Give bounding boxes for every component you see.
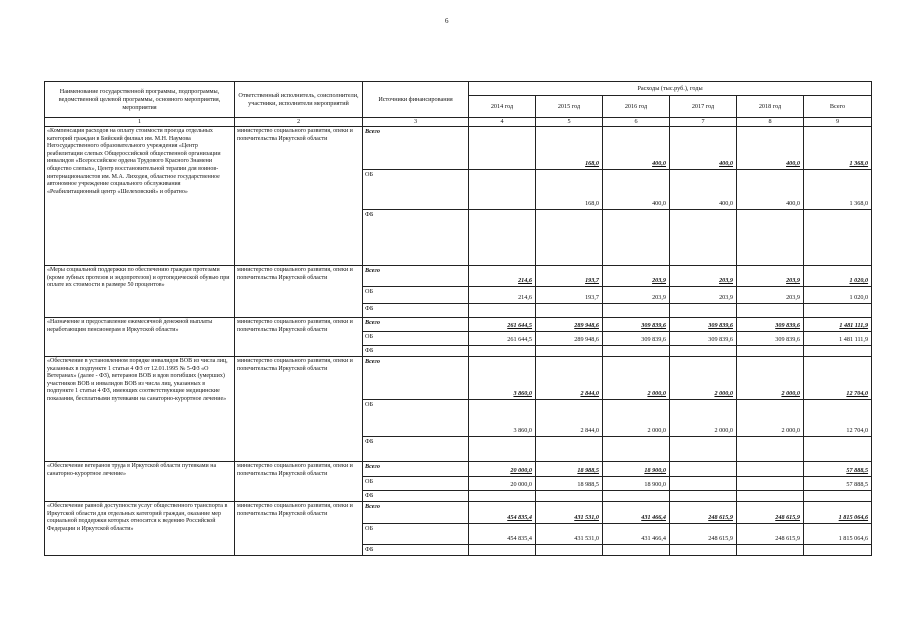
year-value [603, 545, 670, 556]
funding-source: ФБ [363, 304, 469, 318]
total-value: 12 704,0 [804, 357, 872, 400]
year-value [737, 545, 804, 556]
measure-executor: министерство социального развития, опеки и попечительства Иркутской области [235, 127, 363, 266]
measure-executor: министерство социального развития, опеки и попечительства Иркутской области [235, 462, 363, 502]
year-value: 2 000,0 [670, 400, 737, 437]
funding-source: ОБ [363, 477, 469, 491]
funding-source: ФБ [363, 437, 469, 462]
year-value: 2 844,0 [536, 357, 603, 400]
year-value [536, 346, 603, 357]
year-value [737, 304, 804, 318]
year-value: 454 835,4 [469, 502, 536, 524]
year-value [737, 210, 804, 266]
funding-source: ФБ [363, 346, 469, 357]
year-value: 309 839,6 [603, 318, 670, 332]
year-value: 289 948,6 [536, 332, 603, 346]
year-value [469, 304, 536, 318]
year-value: 2 000,0 [737, 400, 804, 437]
funding-source: ОБ [363, 332, 469, 346]
column-number: 7 [670, 118, 737, 127]
total-value [804, 545, 872, 556]
funding-source: Всего [363, 127, 469, 170]
year-value: 289 948,6 [536, 318, 603, 332]
year-value [670, 545, 737, 556]
total-value: 1 020,0 [804, 287, 872, 304]
measure-executor: министерство социального развития, опеки и попечительства Иркутской области [235, 266, 363, 318]
year-value: 203,9 [670, 287, 737, 304]
table-row [45, 318, 872, 332]
year-value: 400,0 [737, 127, 804, 170]
year-value: 214,6 [469, 287, 536, 304]
year-value [737, 462, 804, 477]
year-value: 309 839,6 [670, 318, 737, 332]
year-value: 309 839,6 [603, 332, 670, 346]
funding-source: ОБ [363, 170, 469, 210]
year-value [603, 346, 670, 357]
measure-name: «Назначение и предоставление ежемесячной денежной выплаты неработающим пенсионерам в Иркутской области» [45, 318, 235, 357]
year-value [670, 437, 737, 462]
year-value: 2 000,0 [737, 357, 804, 400]
year-value: 3 860,0 [469, 400, 536, 437]
year-value: 18 900,0 [603, 477, 670, 491]
column-number: 4 [469, 118, 536, 127]
year-value: 248 615,9 [670, 502, 737, 524]
header-sources: Источники финансирования [363, 82, 469, 118]
column-number: 5 [536, 118, 603, 127]
year-value: 2 000,0 [670, 357, 737, 400]
table-row [45, 266, 872, 287]
year-value: 193,7 [536, 266, 603, 287]
header-name: Наименование государственной программы, подпрограммы, ведомственной целевой программы, основного мероприятия, мероприятия [45, 82, 235, 118]
year-value: 18 988,5 [536, 462, 603, 477]
year-value [469, 491, 536, 502]
funding-source: Всего [363, 462, 469, 477]
year-value: 168,0 [536, 170, 603, 210]
year-value [536, 545, 603, 556]
year-value: 203,9 [603, 287, 670, 304]
total-value: 1 815 064,6 [804, 502, 872, 524]
total-value: 57 888,5 [804, 462, 872, 477]
year-value: 214,6 [469, 266, 536, 287]
funding-source: ФБ [363, 210, 469, 266]
year-value: 309 839,6 [670, 332, 737, 346]
year-value: 18 900,0 [603, 462, 670, 477]
year-value [603, 437, 670, 462]
total-value: 1 481 111,9 [804, 332, 872, 346]
funding-source: ОБ [363, 287, 469, 304]
total-value: 1 368,0 [804, 127, 872, 170]
total-value [804, 491, 872, 502]
year-value [536, 304, 603, 318]
year-value: 168,0 [536, 127, 603, 170]
header-year: 2016 год [603, 96, 670, 118]
column-number: 1 [45, 118, 235, 127]
year-value: 193,7 [536, 287, 603, 304]
year-value: 431 531,0 [536, 524, 603, 545]
measure-name: «Меры социальной поддержки по обеспечению граждан протезами (кроме зубных протезов и эндопротезов) и ортопедической обувью при оплате их стоимости в размере 50 процентов» [45, 266, 235, 318]
year-value: 400,0 [603, 170, 670, 210]
year-value: 400,0 [603, 127, 670, 170]
total-value: 1 368,0 [804, 170, 872, 210]
year-value: 309 839,6 [737, 332, 804, 346]
year-value [536, 491, 603, 502]
table-row [45, 462, 872, 477]
year-value [469, 346, 536, 357]
year-value: 2 000,0 [603, 357, 670, 400]
funding-source: ФБ [363, 545, 469, 556]
total-value: 1 481 111,9 [804, 318, 872, 332]
year-value: 431 531,0 [536, 502, 603, 524]
total-value [804, 437, 872, 462]
funding-source: ОБ [363, 524, 469, 545]
year-value: 20 000,0 [469, 462, 536, 477]
total-value: 1 020,0 [804, 266, 872, 287]
year-value [670, 210, 737, 266]
column-number: 6 [603, 118, 670, 127]
measure-name: «Компенсация расходов на оплату стоимости проезда отдельных категорий граждан в Бийский филиал им. М.Н. Наумова Негосударственного образовательного учреждения «Центр реабилитации слепых Общероссийской общественной организации инвалидов «Всероссийское ордена Трудового Красного Знамени общество слепых», Центр восстановительной терапии для воинов-интернационалистов им. М.А. Лиходея, областное государственное автономное учреждение социального обслуживания «Реабилитационный центр «Шелеховский» и обратно» [45, 127, 235, 266]
funding-source: ФБ [363, 491, 469, 502]
header-year: 2018 год [737, 96, 804, 118]
year-value [737, 491, 804, 502]
year-value: 309 839,6 [737, 318, 804, 332]
year-value [670, 346, 737, 357]
year-value: 431 466,4 [603, 502, 670, 524]
funding-source: Всего [363, 357, 469, 400]
year-value: 2 000,0 [603, 400, 670, 437]
measure-executor: министерство социального развития, опеки и попечительства Иркутской области [235, 502, 363, 556]
year-value: 431 466,4 [603, 524, 670, 545]
column-number: 2 [235, 118, 363, 127]
year-value: 20 000,0 [469, 477, 536, 491]
year-value [737, 346, 804, 357]
year-value [737, 477, 804, 491]
measure-name: «Обеспечение в установленном порядке инвалидов ВОВ из числа лиц, указанных в подпункте 1 статьи 4 ФЗ от 12.01.1995 № 5-ФЗ «О Ветеранах» (далее - ФЗ), ветеранов ВОВ и вдов погибших (умерших) участников ВОВ и инвалидов ВОВ из числа лиц, указанных в подпункте 1 статьи 4 ФЗ, имеющих соответствующие медицинские показания, бесплатными путевками на санаторно-курортное лечение» [45, 357, 235, 462]
total-value [804, 210, 872, 266]
year-value [603, 304, 670, 318]
total-value [804, 304, 872, 318]
year-value: 203,9 [670, 266, 737, 287]
year-value [670, 491, 737, 502]
header-total: Всего [804, 96, 872, 118]
year-value [603, 210, 670, 266]
header-executor: Ответственный исполнитель, соисполнители, участники, исполнители мероприятий [235, 82, 363, 118]
header-year: 2014 год [469, 96, 536, 118]
year-value: 203,9 [737, 266, 804, 287]
year-value: 203,9 [737, 287, 804, 304]
funding-source: ОБ [363, 400, 469, 437]
table-body [45, 127, 872, 556]
column-number: 8 [737, 118, 804, 127]
year-value [603, 491, 670, 502]
table-row [45, 357, 872, 400]
funding-source: Всего [363, 502, 469, 524]
year-value [469, 210, 536, 266]
total-value: 57 888,5 [804, 477, 872, 491]
year-value: 248 615,9 [737, 502, 804, 524]
table-row [45, 502, 872, 524]
total-value: 12 704,0 [804, 400, 872, 437]
measure-executor: министерство социального развития, опеки и попечительства Иркутской области [235, 357, 363, 462]
total-value: 1 815 064,6 [804, 524, 872, 545]
page-number: 6 [445, 17, 449, 25]
column-number: 9 [804, 118, 872, 127]
year-value: 2 844,0 [536, 400, 603, 437]
year-value: 400,0 [670, 127, 737, 170]
year-value: 248 615,9 [737, 524, 804, 545]
year-value [737, 437, 804, 462]
year-value [469, 545, 536, 556]
year-value [670, 304, 737, 318]
table-row [45, 127, 872, 170]
header-expenses: Расходы (тыс.руб.), годы [469, 82, 872, 96]
header-year: 2017 год [670, 96, 737, 118]
year-value: 203,9 [603, 266, 670, 287]
year-value: 18 988,5 [536, 477, 603, 491]
year-value: 248 615,9 [670, 524, 737, 545]
year-value [469, 437, 536, 462]
year-value [536, 210, 603, 266]
funding-source: Всего [363, 266, 469, 287]
measure-name: «Обеспечение ветеранов труда в Иркутской области путевками на санаторно-курортное лечение» [45, 462, 235, 502]
year-value: 3 860,0 [469, 357, 536, 400]
year-value [670, 462, 737, 477]
total-value [804, 346, 872, 357]
funding-source: Всего [363, 318, 469, 332]
column-number: 3 [363, 118, 469, 127]
budget-table [44, 81, 872, 556]
year-value: 261 644,5 [469, 332, 536, 346]
year-value: 454 835,4 [469, 524, 536, 545]
year-value: 400,0 [737, 170, 804, 210]
measure-executor: министерство социального развития, опеки и попечительства Иркутской области [235, 318, 363, 357]
year-value [670, 477, 737, 491]
year-value [469, 170, 536, 210]
year-value [536, 437, 603, 462]
year-value [469, 127, 536, 170]
header-year: 2015 год [536, 96, 603, 118]
measure-name: «Обеспечение равной доступности услуг общественного транспорта в Иркутской области для отдельных категорий граждан, оказание мер социальной поддержки которых относится к ведению Российской Федерации и Иркутской области» [45, 502, 235, 556]
year-value: 400,0 [670, 170, 737, 210]
year-value: 261 644,5 [469, 318, 536, 332]
